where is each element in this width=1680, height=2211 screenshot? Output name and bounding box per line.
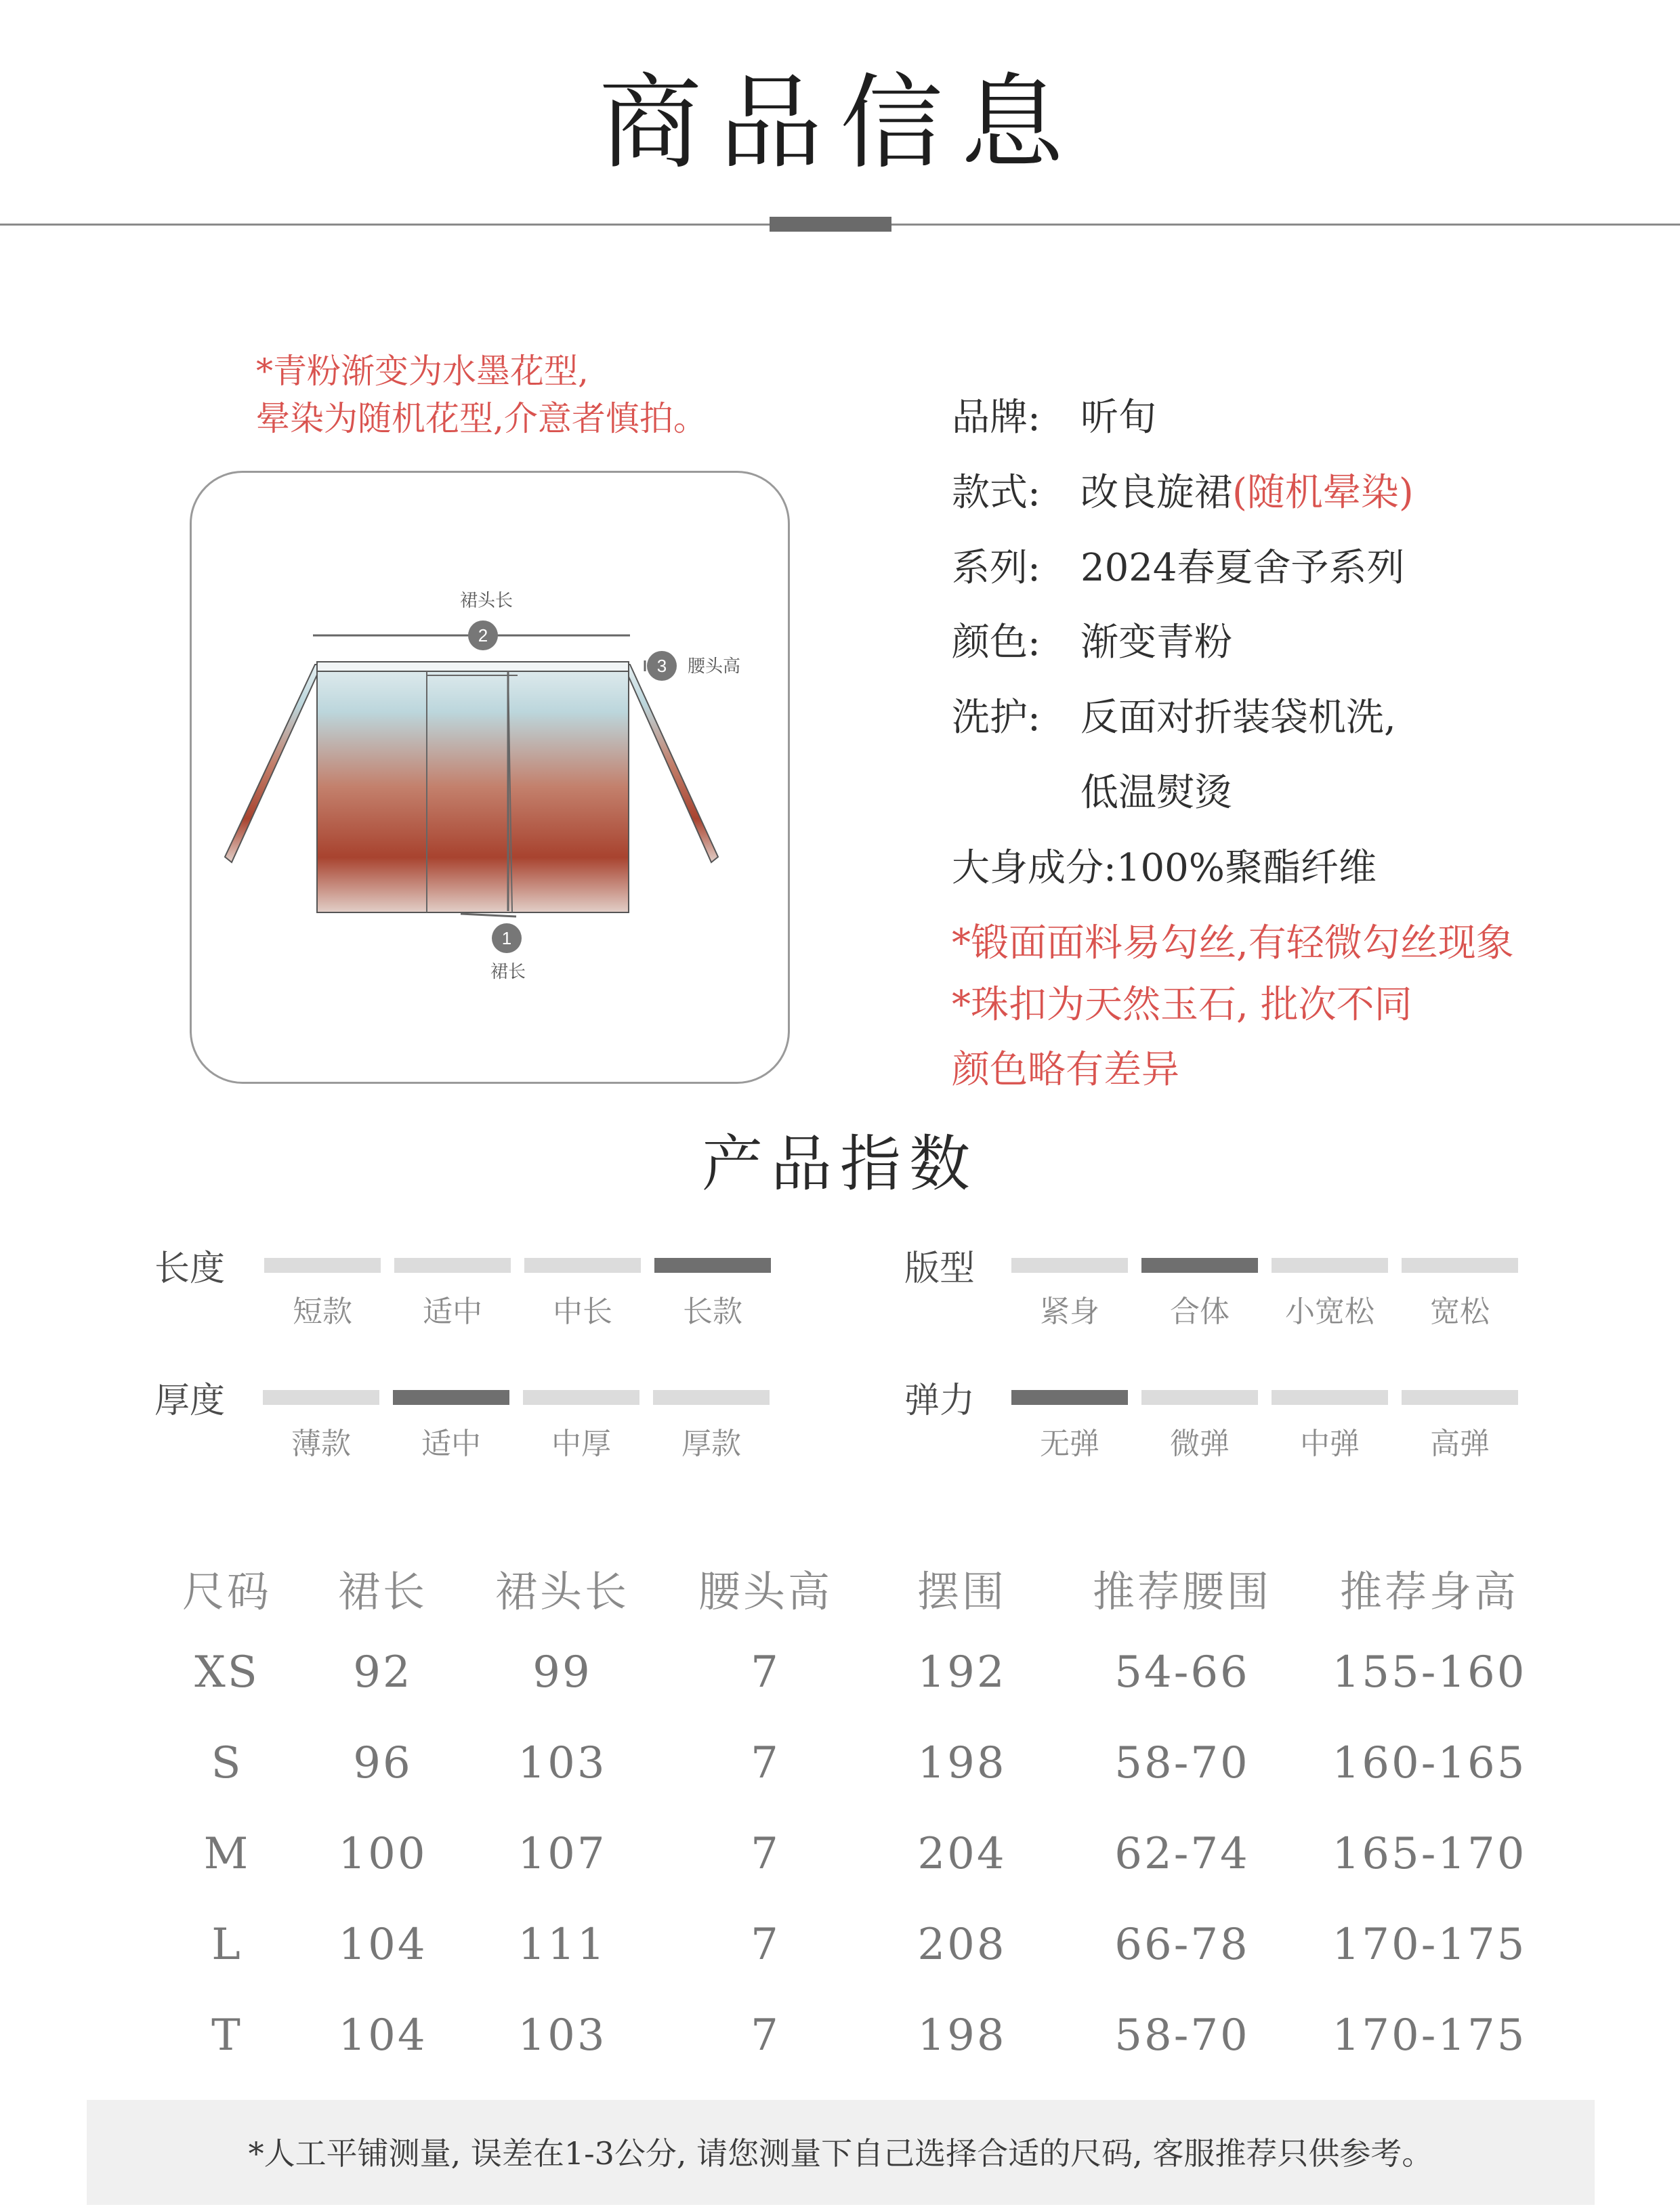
pattern-note-line-2: 晕染为随机花型,介意者慎拍。: [256, 399, 707, 438]
index-stretch-bar-1: [1011, 1390, 1128, 1405]
waist-length-label: 裙头长: [459, 590, 513, 610]
size-cell: 160-165: [1332, 1738, 1527, 1788]
spec-brand-label: 品牌:: [952, 396, 1041, 440]
index-thickness-bar-3: [523, 1390, 639, 1405]
size-cell: 99: [532, 1647, 592, 1698]
index-length-option-2: 适中: [423, 1294, 482, 1329]
size-cell: 155-160: [1332, 1647, 1527, 1698]
size-header-waist-height: 腰头高: [698, 1567, 833, 1616]
index-thickness-option-3: 中厚: [551, 1427, 611, 1461]
index-length-option-4: 长款: [683, 1294, 742, 1329]
size-cell: 92: [353, 1647, 413, 1698]
length-line-bottom: [461, 914, 516, 917]
index-fit-option-4: 宽松: [1430, 1294, 1490, 1329]
index-fit: [904, 1240, 1528, 1341]
index-stretch-bar-4: [1402, 1390, 1518, 1405]
index-fit-option-2: 合体: [1170, 1294, 1230, 1329]
size-table: [0, 1544, 1680, 2059]
index-length-label: 长度: [154, 1248, 226, 1289]
size-cell: 192: [917, 1647, 1007, 1698]
index-thickness-label: 厚度: [154, 1381, 226, 1421]
size-cell: 103: [518, 2010, 607, 2061]
spec-color-label: 颜色:: [952, 620, 1041, 665]
size-cell: XS: [194, 1647, 259, 1698]
spec-series-value: 2024春夏舍予系列: [1080, 546, 1405, 590]
size-cell: 7: [751, 2010, 780, 2061]
size-header-length: 裙长: [337, 1567, 427, 1616]
spec-style-note: (随机晕染): [1232, 471, 1414, 515]
spec-series-label: 系列:: [952, 546, 1041, 590]
index-thickness-option-4: 厚款: [681, 1427, 741, 1461]
spec-care-line-2: 低温熨烫: [1080, 771, 1232, 815]
waist-height-label: 腰头高: [688, 656, 741, 676]
pattern-note-line-1: *青粉渐变为水墨花型,: [256, 352, 589, 391]
spec-style-label: 款式:: [952, 471, 1041, 515]
size-cell: 104: [338, 1920, 427, 1970]
size-header-size: 尺码: [182, 1567, 272, 1616]
index-stretch-option-2: 微弹: [1170, 1427, 1230, 1461]
spec-color-value: 渐变青粉: [1080, 620, 1232, 665]
spec-care-label: 洗护:: [952, 696, 1041, 740]
skirt-diagram: [190, 471, 790, 1084]
size-header-height-rec: 推荐身高: [1339, 1567, 1519, 1616]
index-fit-bar-1: [1011, 1258, 1128, 1273]
size-cell: 165-170: [1332, 1829, 1527, 1879]
index-length-option-3: 中长: [553, 1294, 612, 1329]
index-stretch-label: 弹力: [904, 1381, 975, 1421]
warning-color-diff: 颜色略有差异: [952, 1048, 1179, 1092]
size-cell: 111: [518, 1920, 607, 1970]
index-stretch: [904, 1372, 1528, 1473]
spec-care: [952, 691, 1396, 745]
index-stretch-bar-2: [1141, 1390, 1258, 1405]
skirt-waistband: [317, 662, 629, 671]
index-thickness-bar-1: [263, 1390, 379, 1405]
spec-style-value: 改良旋裙: [1080, 471, 1232, 515]
index-fit-label: 版型: [904, 1248, 975, 1289]
index-stretch-option-1: 无弹: [1040, 1427, 1099, 1461]
size-cell: 62-74: [1114, 1829, 1250, 1879]
size-cell: L: [211, 1920, 243, 1970]
index-length-bar-4: [654, 1258, 771, 1273]
index-length-bar-3: [524, 1258, 641, 1273]
spec-color: [952, 616, 1232, 670]
length-label: 裙长: [490, 961, 526, 982]
marker-2-number: 2: [478, 625, 488, 646]
index-stretch-bar-3: [1272, 1390, 1388, 1405]
size-cell: 170-175: [1332, 1920, 1527, 1970]
index-thickness-option-1: 薄款: [291, 1427, 351, 1461]
index-stretch-option-4: 高弹: [1430, 1427, 1490, 1461]
index-length-bar-2: [394, 1258, 511, 1273]
size-cell: 107: [518, 1829, 607, 1879]
size-cell: 66-78: [1114, 1920, 1250, 1970]
size-header-waist-rec: 推荐腰围: [1092, 1567, 1272, 1616]
index-thickness-bar-4: [653, 1390, 770, 1405]
spec-material: 大身成分:100%聚酯纤维: [952, 846, 1377, 890]
index-length-option-1: 短款: [293, 1294, 352, 1329]
spec-brand-value: 听旬: [1080, 396, 1156, 440]
size-cell: 204: [917, 1829, 1007, 1879]
left-flap: [225, 665, 322, 862]
size-cell: 208: [917, 1920, 1007, 1970]
spec-care-value-1: 反面对折装袋机洗,: [1080, 696, 1396, 740]
size-cell: S: [211, 1738, 243, 1788]
pattern-note: [256, 348, 707, 442]
index-fit-bar-4: [1402, 1258, 1518, 1273]
size-cell: T: [211, 2010, 243, 2061]
spec-style: [952, 466, 1414, 520]
size-cell: 100: [338, 1829, 427, 1879]
size-cell: 104: [338, 2010, 427, 2061]
size-cell: 58-70: [1114, 1738, 1250, 1788]
index-thickness: [154, 1372, 778, 1473]
title-divider-accent: [770, 217, 891, 232]
index-thickness-bar-2: [393, 1390, 509, 1405]
size-header-waist-length: 裙头长: [495, 1567, 629, 1616]
index-fit-option-3: 小宽松: [1285, 1294, 1374, 1329]
size-cell: 7: [751, 1920, 780, 1970]
index-fit-bar-3: [1272, 1258, 1388, 1273]
size-cell: 170-175: [1332, 2010, 1527, 2061]
size-cell: 58-70: [1114, 2010, 1250, 2061]
warning-snag: *锻面面料易勾丝,有轻微勾丝现象: [952, 921, 1514, 965]
measurement-disclaimer: *人工平铺测量, 误差在1-3公分, 请您测量下自己选择合适的尺码, 客服推荐只供参考。: [248, 2135, 1433, 2172]
spec-series: [952, 541, 1405, 595]
size-cell: M: [203, 1829, 251, 1879]
size-cell: 7: [751, 1738, 780, 1788]
index-fit-option-1: 紧身: [1040, 1294, 1099, 1329]
index-fit-bar-2: [1141, 1258, 1258, 1273]
index-length: [154, 1240, 778, 1341]
index-thickness-option-2: 适中: [421, 1427, 481, 1461]
skirt-body: [317, 662, 629, 912]
size-cell: 198: [917, 1738, 1007, 1788]
marker-3-number: 3: [656, 656, 667, 676]
size-header-hem: 摆围: [917, 1567, 1007, 1616]
right-flap: [623, 665, 718, 862]
size-cell: 54-66: [1114, 1647, 1250, 1698]
size-cell: 96: [353, 1738, 413, 1788]
index-stretch-option-3: 中弹: [1300, 1427, 1360, 1461]
index-length-bar-1: [264, 1258, 381, 1273]
warning-jade: *珠扣为天然玉石, 批次不同: [952, 983, 1412, 1027]
marker-1-number: 1: [501, 928, 512, 948]
size-cell: 198: [917, 2010, 1007, 2061]
size-cell: 103: [518, 1738, 607, 1788]
size-cell: 7: [751, 1829, 780, 1879]
size-cell: 7: [751, 1647, 780, 1698]
index-title: 产品指数: [702, 1129, 978, 1200]
page-title: 商品信息: [599, 63, 1081, 183]
spec-brand: [952, 391, 1156, 445]
